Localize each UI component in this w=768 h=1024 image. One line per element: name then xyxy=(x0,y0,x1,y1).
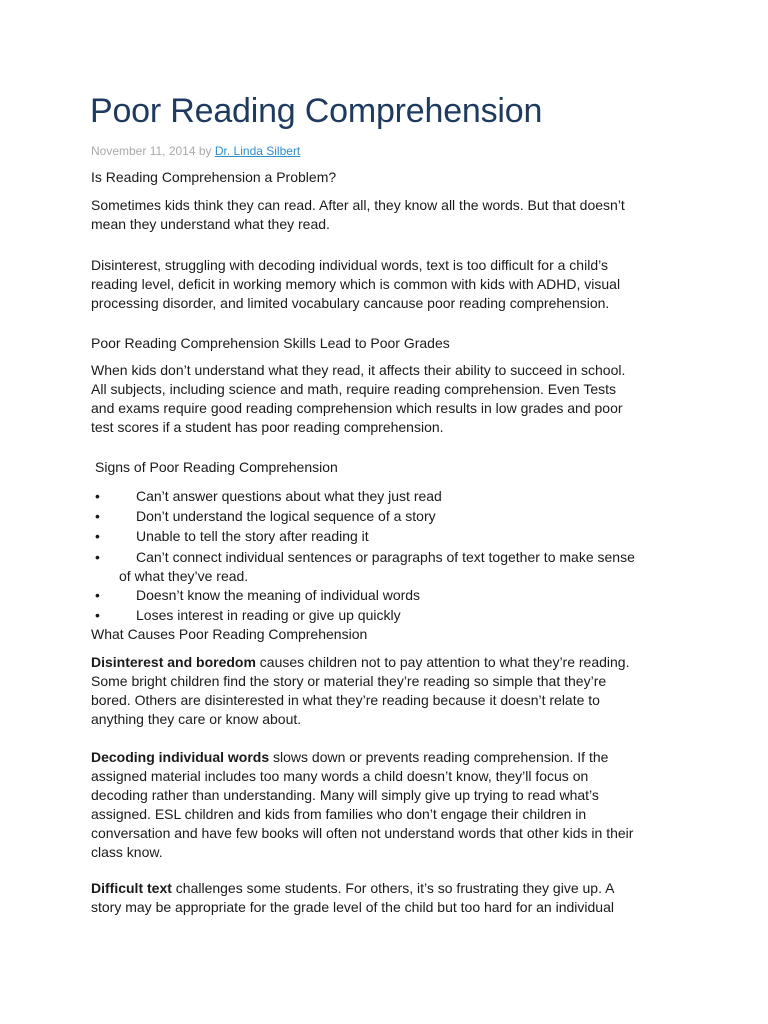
paragraph-line: test scores if a student has poor reading comprehension. xyxy=(91,419,444,435)
paragraph-line: processing disorder, and limited vocabulary cancause poor reading comprehension. xyxy=(91,295,610,311)
paragraph-line: assigned material includes too many words a child doesn’t know, they’ll focus on xyxy=(91,768,589,784)
heading-signs: Signs of Poor Reading Comprehension xyxy=(95,459,338,475)
page-title: Poor Reading Comprehension xyxy=(90,92,543,130)
cause-term: Decoding individual words xyxy=(91,749,270,765)
paragraph-line xyxy=(91,879,691,898)
paragraph-line: class know. xyxy=(91,844,163,860)
post-date: November 11, 2014 xyxy=(91,144,196,158)
intro-question: Is Reading Comprehension a Problem? xyxy=(91,169,337,185)
list-item-text: Can’t answer questions about what they just read xyxy=(136,488,442,504)
cause-text: causes children not to pay attention to what they’re reading. xyxy=(255,654,630,670)
paragraph-line: reading level, deficit in working memory which is common with kids with ADHD, visual xyxy=(91,276,621,292)
paragraph-line: decoding rather than understanding. Many will simply give up trying to read what’s xyxy=(91,787,599,803)
paragraph-line: All subjects, including science and math, require reading comprehension. Even Tests xyxy=(91,381,617,397)
paragraph-1 xyxy=(91,196,691,234)
post-by: by xyxy=(198,144,212,158)
paragraph-line: When kids don’t understand what they read, it affects their ability to succeed in school. xyxy=(91,362,626,378)
paragraph-line: assigned. ESL children and kids from families who don’t engage their children in xyxy=(91,806,587,822)
paragraph-line: conversation and have few books will often not understand words that other kids in their xyxy=(91,825,634,841)
bullet-icon: • xyxy=(95,549,100,565)
cause-disinterest xyxy=(91,653,691,729)
bullet-icon: • xyxy=(95,488,100,504)
bullet-icon: • xyxy=(95,607,100,623)
post-meta xyxy=(91,144,300,158)
list-item-text: Don’t understand the logical sequence of a story xyxy=(136,508,436,524)
paragraph-2 xyxy=(91,256,691,313)
paragraph-line: and exams require good reading comprehension which results in low grades and poor xyxy=(91,400,623,416)
list-item-text: Doesn’t know the meaning of individual words xyxy=(136,587,421,603)
paragraph-3 xyxy=(91,361,691,437)
paragraph-line: mean they understand what they read. xyxy=(91,216,330,232)
bullet-icon: • xyxy=(95,587,100,603)
paragraph-line: story may be appropriate for the grade level of the child but too hard for an individual xyxy=(91,899,614,915)
paragraph-line xyxy=(91,748,691,767)
cause-text: slows down or prevents reading comprehension. If the xyxy=(269,749,609,765)
author-link[interactable]: Dr. Linda Silbert xyxy=(214,144,301,158)
paragraph-line: Disinterest, struggling with decoding individual words, text is too difficult for a child’s xyxy=(91,257,608,273)
list-item-continuation: of what they’ve read. xyxy=(119,568,249,584)
cause-term: Disinterest and boredom xyxy=(91,654,256,670)
heading-causes: What Causes Poor Reading Comprehension xyxy=(91,626,368,642)
cause-decoding xyxy=(91,748,691,862)
bullet-icon: • xyxy=(95,528,100,544)
cause-term: Difficult text xyxy=(91,880,172,896)
cause-text: challenges some students. For others, it’s so frustrating they give up. A xyxy=(171,880,615,896)
paragraph-line xyxy=(91,653,691,672)
paragraph-line: anything they care or know about. xyxy=(91,711,302,727)
paragraph-line: bored. Others are disinterested in what they’re reading because it doesn’t relate to xyxy=(91,692,600,708)
cause-difficult-text xyxy=(91,879,691,917)
paragraph-line: Some bright children find the story or material they’re reading so simple that they’re xyxy=(91,673,607,689)
bullet-icon: • xyxy=(95,508,100,524)
heading-grades: Poor Reading Comprehension Skills Lead to Poor Grades xyxy=(91,335,450,351)
list-item-text: Unable to tell the story after reading it xyxy=(136,528,369,544)
list-item-text: Loses interest in reading or give up quickly xyxy=(136,607,401,623)
paragraph-line: Sometimes kids think they can read. After all, they know all the words. But that doesn’t xyxy=(91,197,625,213)
list-item-text: Can’t connect individual sentences or paragraphs of text together to make sense xyxy=(136,549,635,565)
